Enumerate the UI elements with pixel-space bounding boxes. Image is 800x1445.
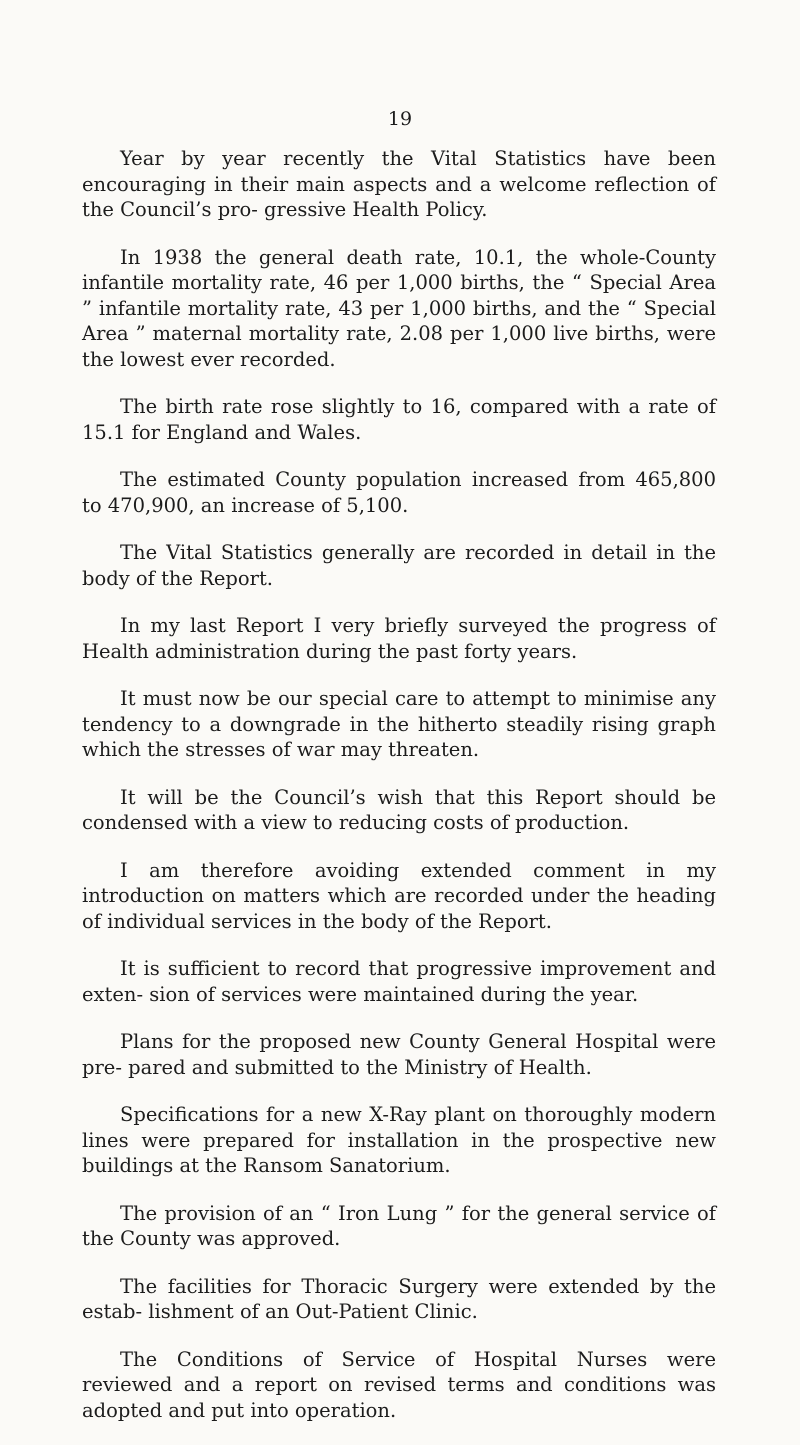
paragraph-statistics-detail: The Vital Statistics generally are recorded in detail in the body of the Report. xyxy=(82,541,716,590)
page-number: 19 xyxy=(387,108,413,130)
paragraph-progressive-improvement: It is sufficient to record that progressive improvement and exten- sion of services were maintained during the year. xyxy=(82,957,716,1006)
paragraph-avoiding-comment: I am therefore avoiding extended comment in my introduction on matters which are recorded under the heading of individual services in the body of the Report. xyxy=(82,858,716,933)
paragraph-birth-rate: The birth rate rose slightly to 16, compared with a rate of 15.1 for England and Wales. xyxy=(82,395,716,444)
paragraph-hospital-nurses: The Conditions of Service of Hospital Nurses were reviewed and a report on revised terms and conditions was adopted and put into operation. xyxy=(82,1347,716,1422)
paragraph-1938-rates: In 1938 the general death rate, 10.1, the whole-County infantile mortality rate, 46 per 1,000 births, the “ Special Area ” infantile mortality rate, 43 per 1,000 births, and the “ Special Area ” maternal mortality rate, 2.08 per 1,000 live births, were the lowest ever recorded. xyxy=(82,245,716,371)
paragraph-special-care: It must now be our special care to attempt to minimise any tendency to a downgrade in the hitherto steadily rising graph which the stresses of war may threaten. xyxy=(82,687,716,761)
paragraph-x-ray-plant: Specifications for a new X-Ray plant on thoroughly modern lines were prepared for installation in the prospective new buildings at the Ransom Sanatorium. xyxy=(82,1103,716,1177)
paragraph-vital-statistics-intro: Year by year recently the Vital Statistics have been encouraging in their main aspects and a welcome reflection of the Council’s pro- gressive Health Policy. xyxy=(82,147,716,221)
paragraph-hospital-plans: Plans for the proposed new County General Hospital were pre- pared and submitted to the Ministry of Health. xyxy=(82,1030,716,1079)
paragraph-condensed-report: It will be the Council’s wish that this Report should be condensed with a view to reducing costs of production. xyxy=(82,785,716,834)
paragraph-population: The estimated County population increased from 465,800 to 470,900, an increase of 5,100. xyxy=(82,468,716,517)
paragraph-iron-lung: The provision of an “ Iron Lung ” for the general service of the County was approved. xyxy=(82,1201,716,1250)
body-text xyxy=(82,146,716,1445)
paragraph-thoracic-surgery: The facilities for Thoracic Surgery were extended by the estab- lishment of an Out-Patient Clinic. xyxy=(82,1274,716,1323)
paragraph-last-report: In my last Report I very briefly surveyed the progress of Health administration during the past forty years. xyxy=(82,614,716,663)
